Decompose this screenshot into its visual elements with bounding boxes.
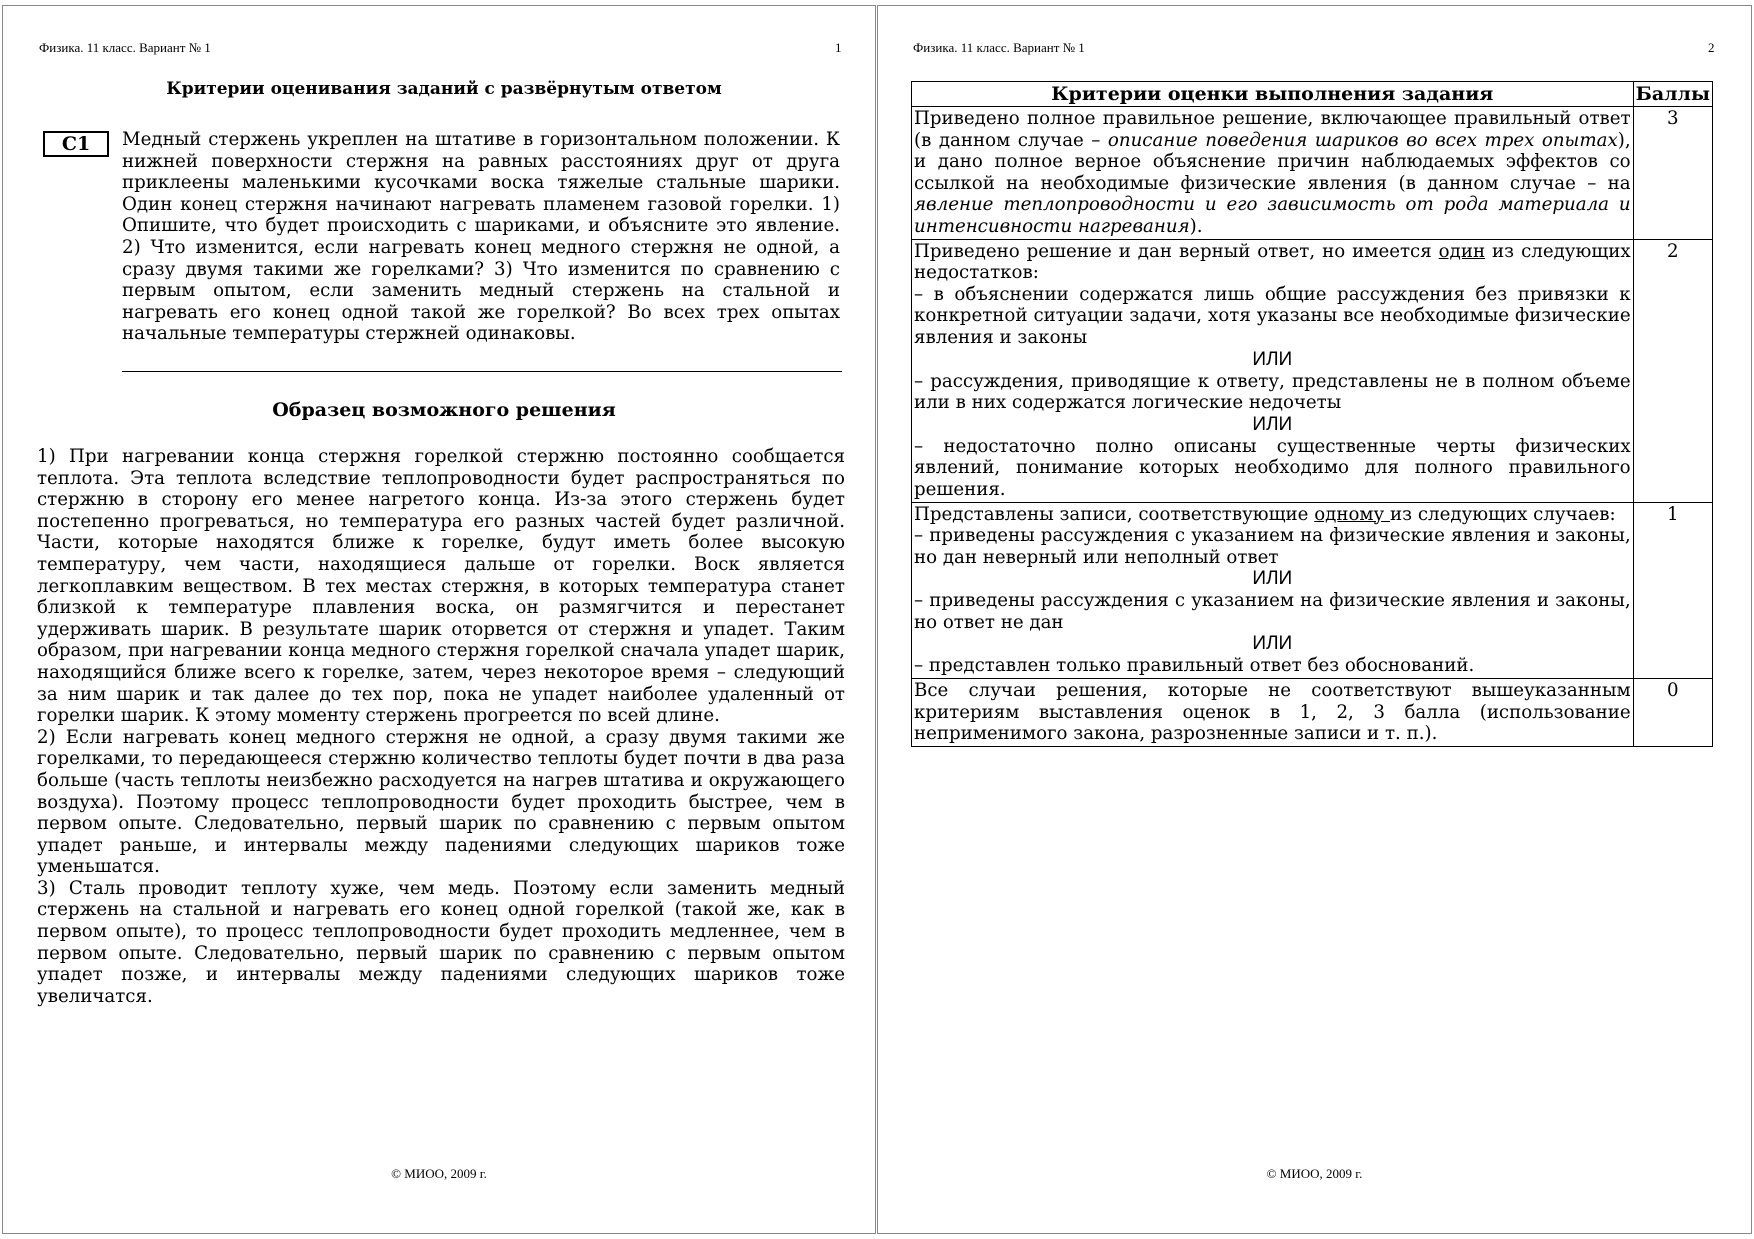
criteria-cell: Все случаи решения, которые не соответствуют вышеуказанным критериям выставления оценок в 1, 2, 3 балла (использование неприменимого закона, разрозненные записи и т. п.). [912,679,1634,747]
criteria-cell: Приведено полное правильное решение, включающее правильный ответ (в данном случае – описание поведения шариков во всех трех опытах), и дано полное верное объяснение причин наблюдаемых эффектов со ссылкой на необходимые физические явления (в данном случае – на явление теплопроводности и его зависимость от рода материала и интенсивности нагревания). [912,107,1634,240]
criteria-cell: Приведено решение и дан верный ответ, но имеется один из следующих недостатков: – в объяснении содержатся лишь общие рассуждения без привязки к конкретной ситуации задачи, хотя указаны все необходимые физические явления и законы ИЛИ – рассуждения, приводящие к ответу, представлены не в полном объеме или в них содержатся логические недочеты ИЛИ – недостаточно полно описаны существенные черты физических явлений, понимание которых необходимо для полного правильного решения. [912,239,1634,502]
table-row [912,107,1713,240]
table-row [912,239,1713,502]
page-number: 2 [1708,40,1715,55]
task-label: С1 [43,131,109,157]
score-cell: 1 [1633,502,1712,679]
table-row [912,679,1713,747]
page-footer: © МИОО, 2009 г. [1266,1166,1363,1181]
table-row [912,502,1713,679]
table-header-criteria: Критерии оценки выполнения задания [912,82,1634,107]
score-cell: 3 [1633,107,1712,240]
page-footer: © МИОО, 2009 г. [391,1166,487,1181]
page-1 [2,5,876,1234]
criteria-title: Критерии оценивания заданий с развёрнутым ответом [166,79,722,99]
page-2 [877,5,1752,1234]
criteria-table [911,81,1713,747]
solution-paragraph-1: 1) При нагревании конца стержня горелкой стержню постоянно сообщается теплота. Эта теплота вследствие теплопроводности будет распространяться по стержню в сторону его менее нагретого конца. Из-за этого стержень будет постепенно прогреваться, но температура его разных частей будет различной. Части, которые находятся ближе к горелке, будут иметь более высокую температуру, чем части, находящиеся дальше от горелки. Воск является легкоплавким веществом. В тех местах стержня, в которых температура станет близкой к температуре плавления воска, он размягчится и перестанет удерживать шарик. В результате шарик оторвется от стержня и упадет. Таким образом, при нагревании конца медного стержня горелкой сначала упадет шарик, находящийся ближе всего к горелке, затем, через некоторое время – следующий за ним шарик и так далее до тех пор, пока не упадет наиболее удаленный от горелки шарик. К этому моменту стержень прогреется по всей длине. [37,446,845,727]
solution-paragraph-2: 2) Если нагревать конец медного стержня не одной, а сразу двумя такими же горелками, то передающееся стержню количество теплоты будет почти в два раза больше (часть теплоты неизбежно расходуется на нагрев штатива и окружающего воздуха). Поэтому процесс теплопроводности будет проходить быстрее, чем в первом опыте. Следовательно, первый шарик по сравнению с первым опытом упадет раньше, и интервалы между падениями следующих шариков тоже уменьшатся. [37,726,845,878]
solution-paragraph-3: 3) Сталь проводит теплоту хуже, чем медь. Поэтому если заменить медный стержень на стальной и нагревать его конец одной горелкой (такой же, как в первом опыте), то процесс теплопроводности будет проходить медленнее, чем в первом опыте. Следовательно, первый шарик по сравнению с первым опытом упадет позже, и интервалы между падениями следующих шариков тоже увеличатся. [37,877,845,1007]
score-cell: 2 [1633,239,1712,502]
task-text: Медный стержень укреплен на штативе в горизонтальном положении. К нижней поверхности стержня на равных расстояниях друг от друга приклеены маленькими кусочками воска тяжелые стальные шарики. Один конец стержня начинают нагревать пламенем газовой горелки. 1) Опишите, что будет происходить с шариками, и объясните это явление. 2) Что изменится, если нагревать конец медного стержня не одной, а сразу двумя такими же горелками? 3) Что изменится по сравнению с первым опытом, если заменить медный стержень на стальной и нагревать его конец одной такой же горелкой? Во всех трех опытах начальные температуры стержней одинаковы. [122,129,840,345]
solution-text [37,446,845,1007]
divider [122,371,842,372]
table-header-score: Баллы [1633,82,1712,107]
solution-title: Образец возможного решения [272,399,616,421]
page-number: 1 [835,40,842,55]
page-header: Физика. 11 класс. Вариант № 1 [913,40,1085,55]
page-header: Физика. 11 класс. Вариант № 1 [39,40,211,55]
score-cell: 0 [1633,679,1712,747]
table-header-row [912,82,1713,107]
criteria-cell: Представлены записи, соответствующие одному из следующих случаев: – приведены рассуждения с указанием на физические явления и законы, но дан неверный или неполный ответ ИЛИ – приведены рассуждения с указанием на физические явления и законы, но ответ не дан ИЛИ – представлен только правильный ответ без обоснований. [912,502,1634,679]
